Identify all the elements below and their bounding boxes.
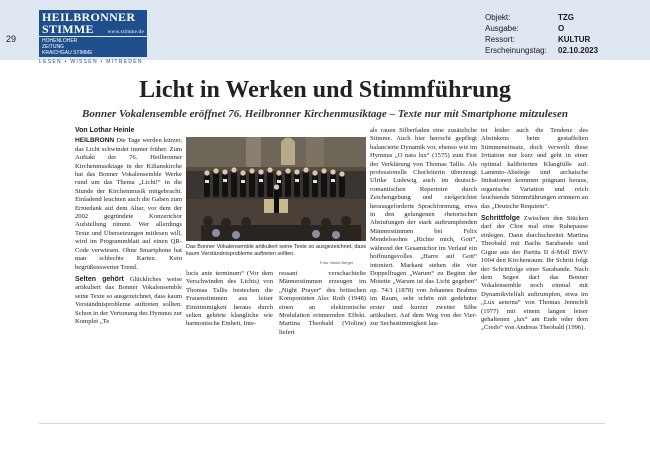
article-column-4 xyxy=(370,127,477,329)
subheading-selten: Selten gehört xyxy=(75,275,124,283)
page-number: 29 xyxy=(6,34,17,44)
meta-value: 02.10.2023 xyxy=(558,46,599,55)
article-title: Licht in Werken und Stimmführung xyxy=(139,77,511,103)
body-text: lucis ante terminum“ (Vor dem Verschwinden des Lichts) von Thomas Tallis bestechen die Frauenstimmen aus leiser Einstimmigkeit heraus durch selten gehörte klangliche wie harmonische Einheit. Inte- xyxy=(186,270,273,328)
logo-edition-right: KRAICHGAU STIMME xyxy=(42,50,93,56)
logo-name: HEILBRONNER STIMME xyxy=(42,10,136,36)
lead-text: Die Tage werden kürzer, das Licht schwindet immer früher. Zum Auftakt der 76. Heilbronner Kirchenmusiktage in der Kilianskirche hat das Bonner Vokalensemble Werke rund um das Thema „Licht!“ in die Stunde der Kirchenmusik mitgebracht. Einladend leuchten auch die Gaben zum Erntedank auf dem Altar, vor dem der 2002 gegründete Konzertchor Aufstellung nimmt. Wer allerdings Texte und Übersetzungen mitlesen will, wird im Programmblatt auf einen QR-Code verwiesen. Ohne Smartphone hat man schlechte Karten. Kein begrüßenswerter Trend. xyxy=(75,137,182,271)
dateline: HEILBRONN xyxy=(75,137,115,145)
body-text: Zwischen den Stücken darf der Chor mal eine Ruhepause einlegen. Dann durchschreitet Martina Theobald mit Bachs Sarabande und Gigue aus der Partita II d-Moll BWV 1004 den Kirchenraum. Ihr Schritt folgt der Schrittfolge einer Sarabande. Nach dem Segen darf das Bonner Vokalensemble noch einmal mit Dynamikvielfalt auftrumpfen, etwa im „Lux aeterna“ von Thomas Jennefelt (1977) mit einem langen leiser gehaltenen „lux“ am Ende oder dem „Credo“ von Andreas Theobald (1996). xyxy=(481,215,588,332)
body-text: tet leider auch die Tendenz des Absinkens beim gestaffelten Stimmeneinsatz, doch verweilt diese Irritation nur kurz und geht in einer optimal kalibrierten Klangfülle auf. Lamento-Abstiege und archaische Imitationen kommen prägnant heraus, organische Variation und reich leuchtende Stimmführungen erinnern an das „Deutsche Requiem“. xyxy=(481,127,588,210)
logo-edition-left: HOHENLOHER ZEITUNG xyxy=(42,38,78,50)
page-divider xyxy=(39,423,605,424)
body-text: als rauen Silberfaden eine zusätzliche Stimme. Auch hier herrscht gepflegt balancierte Dynamik vor, ebenso wie im Hymnus „O nata lux“ (1575) zum Fest der Verklärung von Thomas Tallis. Als professionelle Chorleiterin überzeugt Ulrike Ludewig auch im deutsch-romantischen Repertoire durch Zeichengebung und zielgerichtet herausgeforderte Sprachformung, etwa in den gelungenen rhetorischen Abstufungen der stark auftrumpfenden Männerstimmen bei Felix Mendelssohns „Richte mich, Gott“, während der Gesamtchor im Verlauf ein hoffnungsvolles „Harre auf Gott“ intoniert. Markant stehen die vier Doppelfragen „Warum“ zu Beginn der Motette „Warum ist das Licht gegeben“ op. 74/1 (1878) von Johannes Brahms im Raum, sehr schön mit gedehnter erster und kurzer zweiter Silbe artikuliert. Auf dem Weg von der Vier- zur Sechsstimmigkeit lau- xyxy=(370,127,477,328)
clipping-metadata xyxy=(485,13,598,57)
article-column-2 xyxy=(186,270,273,329)
logo-tagline: LESEN • WISSEN • MITREDEN xyxy=(39,59,143,65)
author-line: Von Lothar Heinle xyxy=(75,127,135,134)
article-subtitle: Bonner Vokalensemble eröffnet 76. Heilbronner Kirchenmusiktage – Texte nur mit Smartphone mitzulesen xyxy=(82,108,568,120)
meta-value: O xyxy=(558,24,565,33)
subheading-schrittfolge: Schrittfolge xyxy=(481,215,520,223)
meta-value: TZG xyxy=(558,13,574,22)
photo-credit: Foto: Mario Berger xyxy=(320,260,354,265)
article-column-3 xyxy=(279,270,366,337)
body-text: ressant verschachtelte Männerstimmen erzeugen im „Night Prayer“ des britischen Komponisten Alec Roth (1948) einen an elektronische Modulation erinnernden Effekt. Martina Theobald (Violine) liefert xyxy=(279,270,366,336)
logo-url: www.stimme.de xyxy=(107,30,144,35)
meta-key: Ressort: xyxy=(485,35,515,44)
photo-caption: Das Bonner Vokalensemble artikuliert seine Texte so ausgezeichnet, dass kaum Verständnisprobleme auftreten sollten. xyxy=(186,244,366,257)
body-text: Glückliches weise artikuliert das Bonner Vokalensemble seine Texte so ausgezeichnet, dass kaum Verständnisprobleme auftreten sollten. Schon in der Vertonung des Hymnus zur Komplet „Te xyxy=(75,275,182,325)
meta-value: KULTUR xyxy=(558,35,591,44)
meta-key: Erscheinungstag: xyxy=(485,46,547,55)
article-column-1 xyxy=(75,127,182,326)
article-column-5 xyxy=(481,127,588,333)
concert-photo xyxy=(186,137,366,241)
meta-key: Ausgabe: xyxy=(485,24,519,33)
meta-key: Objekt: xyxy=(485,13,511,22)
newspaper-logo xyxy=(39,10,147,65)
